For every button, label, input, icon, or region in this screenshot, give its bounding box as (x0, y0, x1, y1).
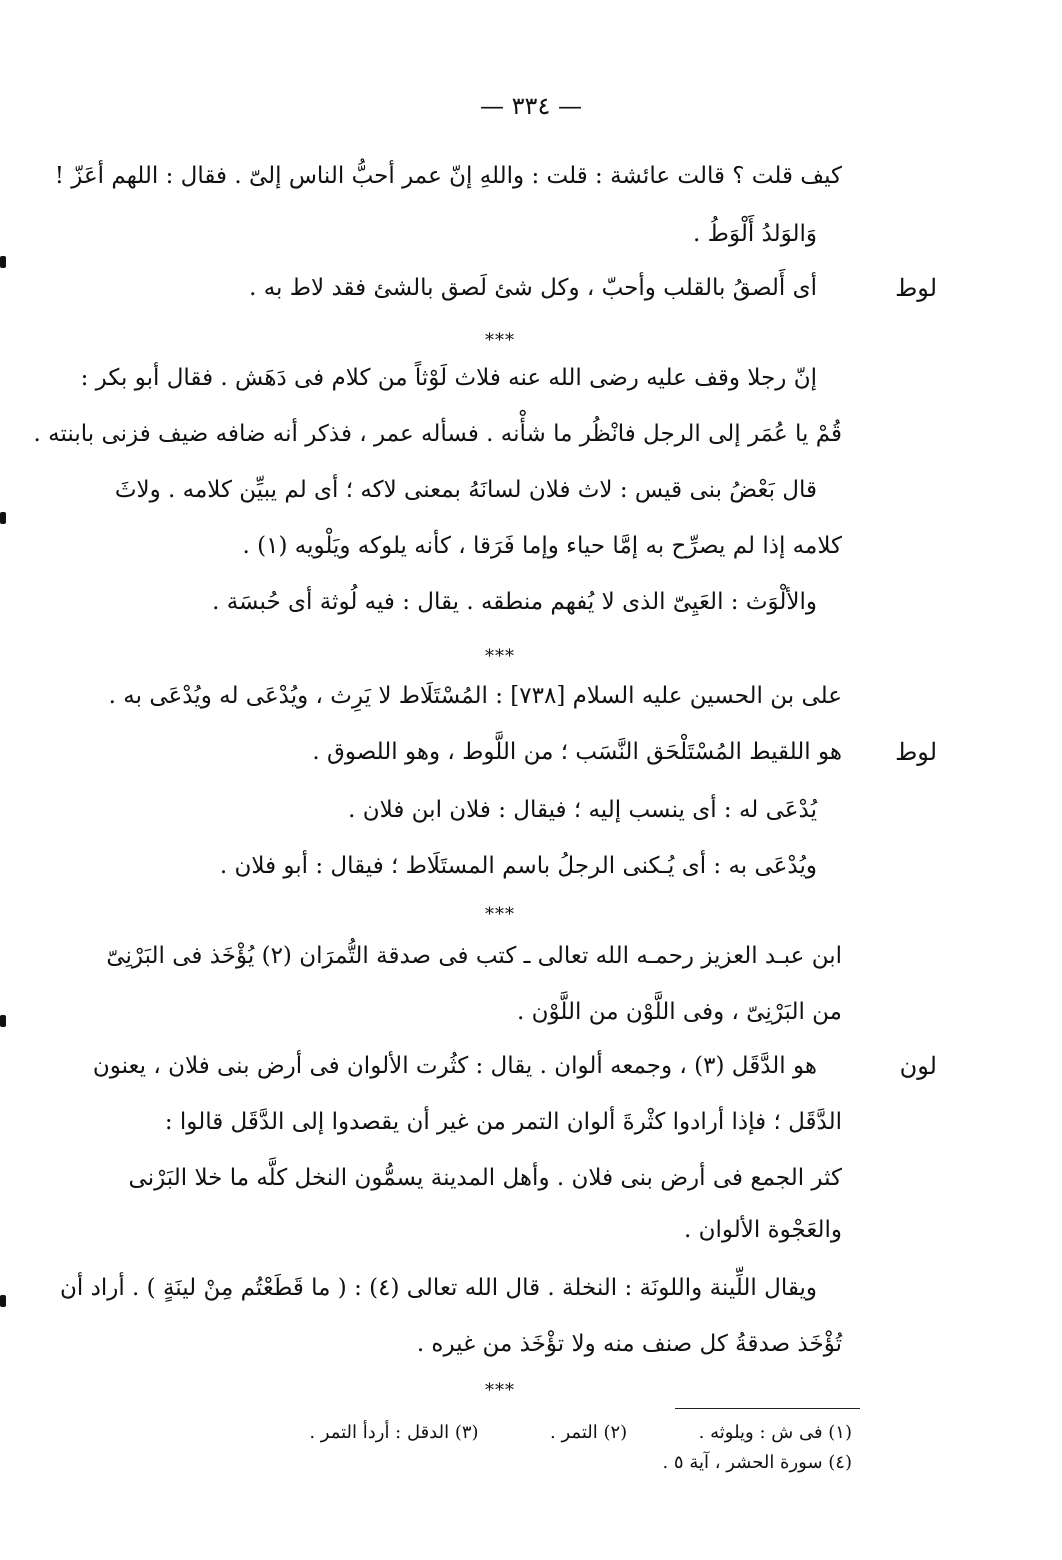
section-separator: *** (485, 330, 515, 351)
text-line: على بن الحسين عليه السلام [٧٣٨] : المُسْتَلَاط لا يَرِث ، ويُدْعَى له ويُدْعَى به . (108, 683, 842, 709)
text-line: هو اللقيط المُسْتَلْحَق النَّسَب ؛ من اللَّوط ، وهو اللصوق . (312, 739, 842, 765)
text-line: تُؤْخَذ صدقةُ كل صنف منه ولا تؤْخَذ من غيره . (416, 1331, 842, 1357)
text-line: قُمْ يا عُمَر إلى الرجل فانْظُر ما شأْنه . فسأله عمر ، فذكر أنه ضافه ضيف فزنى بابنته . (33, 421, 842, 447)
scan-edge-mark (0, 1015, 6, 1027)
footnote: (٣) الدقل : أردأ التمر . (309, 1422, 479, 1443)
side-label: لوط (895, 738, 937, 766)
scan-edge-mark (0, 512, 6, 524)
text-line: وَالوَلدُ أَلْوَطُ . (693, 221, 817, 247)
text-line: كلامه إذا لم يصرِّح به إمَّا حياء وإما فَرَقا ، كأنه يلوكه ويَلْويه (١) . (242, 533, 842, 559)
footnote-rule (675, 1408, 860, 1409)
text-line: كثر الجمع فى أرض بنى فلان . وأهل المدينة يسمُّون النخل كلَّه ما خلا البَرْنى (128, 1165, 842, 1191)
text-line: ويقال اللِّينة واللونَة : النخلة . قال الله تعالى (٤) : ( ما قَطَعْتُم مِنْ لينَةٍ ) . أراد أن (60, 1275, 817, 1301)
text-line: ويُدْعَى به : أى يُـكنى الرجلُ باسم المستَلَاط ؛ فيقال : أبو فلان . (219, 853, 817, 879)
section-separator: *** (485, 1380, 515, 1401)
text-line: والألْوَث : العَيِىّ الذى لا يُفهم منطقه . يقال : فيه لُوثة أى حُبسَة . (212, 589, 817, 615)
footnote-line (662, 1450, 852, 1476)
side-label: لوط (895, 274, 937, 302)
page-number: — ٣٣٤ — (480, 92, 582, 120)
footnote: (٤) سورة الحشر ، آية ٥ . (662, 1452, 852, 1473)
text-line: أى أَلصقُ بالقلب وأحبّ ، وكل شئ لَصق بالشئ فقد لاط به . (249, 275, 817, 301)
text-line: كيف قلت ؟ قالت عائشة : قلت : واللهِ إنّ عمر أحبُّ الناس إلىّ . فقال : اللهم أعَزّ ! (54, 163, 842, 189)
text-line: يُدْعَى له : أى ينسب إليه ؛ فيقال : فلان ابن فلان . (348, 797, 817, 823)
section-separator: *** (485, 904, 515, 925)
footnote: (١) فى ش : ويلوثه . (698, 1422, 852, 1443)
text-line: من البَرْنِىّ ، وفى اللَّوْن من اللَّوْن . (516, 999, 842, 1025)
footnote-line (309, 1420, 852, 1446)
side-label: لون (899, 1052, 937, 1080)
footnote: (٢) التمر . (550, 1422, 628, 1443)
scan-edge-mark (0, 1295, 6, 1307)
text-line: إنّ رجلا وقف عليه رضى الله عنه فلاث لَوْثاً من كلام فى دَهَش . فقال أبو بكر : (80, 365, 817, 391)
text-line: هو الدَّقَل (٣) ، وجمعه ألوان . يقال : كثُرت الألوان فى أرض بنى فلان ، يعنون (92, 1053, 817, 1079)
scan-edge-mark (0, 256, 6, 268)
section-separator: *** (485, 646, 515, 667)
text-line: قال بَعْضُ بنى قيس : لاث فلان لسانَهُ بمعنى لاكه ؛ أى لم يبيِّن كلامه . ولاثَ (114, 477, 817, 503)
text-line: والعَجْوة الألوان . (684, 1217, 842, 1243)
text-line: الدَّقَل ؛ فإذا أرادوا كثْرةَ ألوان التمر من غير أن يقصدوا إلى الدَّقَل قالوا : (164, 1109, 842, 1135)
text-line: ابن عبـد العزيز رحمـه الله تعالى ـ كتب فى صدقة التُّمرَان (٢) يُؤْخَذ فى البَرْنِىّ (106, 943, 842, 969)
